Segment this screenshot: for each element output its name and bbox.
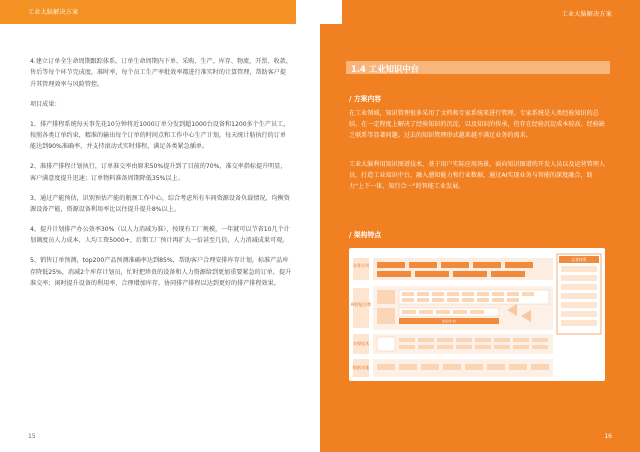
row-label-ai-engine (351, 288, 373, 328)
business-app-row (373, 258, 553, 280)
paragraph-solution-2: 工业大脑利用知识图谱技术，基于用户实际应用场景，面向知识图谱的开发人员以及运营管理人员，打造工业知识中台，融入感知能力和行业数据，通过AI实现业务与智能的深度融合，助力"上下一体、知行合一"的智能工业发展。 (349, 161, 605, 190)
app-block (415, 271, 449, 277)
left-paragraph-result-4: 4、提升计划排产办公效率30%（以人力消减为准），按现有工厂规模，一年就可以节省10几个计划调度员人力成本，人均工资5000+，后期工厂预计再扩大一倍甚至几倍，人力消减成果可观。 (30, 225, 290, 245)
app-block (377, 262, 405, 268)
row-label-data-text: 数据采集 (352, 365, 370, 370)
left-paragraph-results-heading: 项目成果： (30, 100, 61, 108)
section-title-bar (346, 61, 610, 74)
left-page-number: 15 (28, 433, 36, 440)
left-body-text (30, 56, 292, 298)
right-header-white-block (320, 0, 342, 24)
engine-label: 知识中台 (441, 319, 457, 324)
row-label-support (353, 334, 371, 354)
architecture-diagram-svg (349, 248, 605, 381)
paragraph-solution-1: 在工业领域，知识管理很多采用了文档和专家系统来进行管理。专家系统是人类经验知识的总结，在一定程度上解决了经验知识的沉淀，以及知识的传承，但存在经验沉淀成本较高、经验缺乏联系等显著问题。过去的知识管理形式越来越不满足业务的需求。 (349, 110, 605, 139)
left-paragraph-result-3: 3、通过产能预估，识别预估产能的瓶颈工作中心，综合考虑所有车间资源设备负载情况，均衡资源设备产能，资源设备利用率比以往提升提升8%以上。 (30, 194, 290, 214)
data-acquisition-row (373, 359, 553, 377)
right-header-title: 工业大脑解决方案 (561, 11, 612, 18)
architecture-diagram (349, 248, 605, 381)
app-block (505, 262, 533, 268)
row-label-business (353, 258, 370, 280)
ai-engine-area (373, 286, 553, 330)
left-paragraph-result-2: 2、准排产排程计划执行，订单准交率由原来50%提升到了目前的70%，准交率指标提升明显，客户满意度提升迅速；订单物料准备周期降低35%以上。 (30, 163, 287, 182)
row-label-data (353, 359, 371, 377)
subheading-architecture: / 架构特点 (349, 231, 382, 239)
app-block (441, 262, 469, 268)
app-block (377, 271, 411, 277)
side-title: 运营体系 (571, 257, 587, 262)
operation-system-column (557, 254, 601, 334)
app-block (453, 271, 487, 277)
app-block (491, 271, 525, 277)
app-block (473, 262, 501, 268)
left-paragraph-1: 4.建立订单全生命周期跟踪体系。订单生命周期内下单、采购、生产、库存、物流、开票、收款、售后等每个环节完成度，准时率，每个员工生产率批效率都进行准实时的计算管理，帮助客户提升其管理效率与风险管控。 (30, 58, 292, 88)
left-header-bar (0, 0, 296, 24)
support-tech-row (373, 334, 553, 354)
right-page-number: 16 (604, 433, 612, 440)
app-block (409, 262, 437, 268)
left-paragraph-result-5: 5、销售订单预测，top200产品预测准确率达到85%，帮助客户合理安排库存计划，标准产品库存降低25%，消减2个库存计划员，忙时把珍贵的设备和人力资源给到更加重要紧急的订单，提升准交率；闲时提升设备的利用率，合理增加库存。协同排产排程以达到更好的排产排程效果。 (30, 257, 292, 288)
subheading-solution: / 方案内容 (349, 95, 382, 103)
right-page (320, 0, 640, 452)
left-header-title: 工业大脑解决方案 (28, 9, 79, 16)
row-label-support-text: 支撑技术 (352, 341, 370, 346)
row-label-ai-engine-text: AI智能引擎 (350, 302, 372, 307)
section-title: 1.4 工业知识中台 (351, 63, 420, 74)
left-paragraph-result-1: 1、排产排程系统每天事先花10分钟将近1000订单分发到超1000台设备和1200多个生产员工，按照各类订单约束，精准的输出每个订单的时间点和工作中心生产计划，每天统计舫执行的订单能达到90%准确率，并支持滚动式实时排程，满足各类紧急插单。 (30, 120, 290, 151)
row-label-business-text: 业务应用 (352, 263, 370, 268)
